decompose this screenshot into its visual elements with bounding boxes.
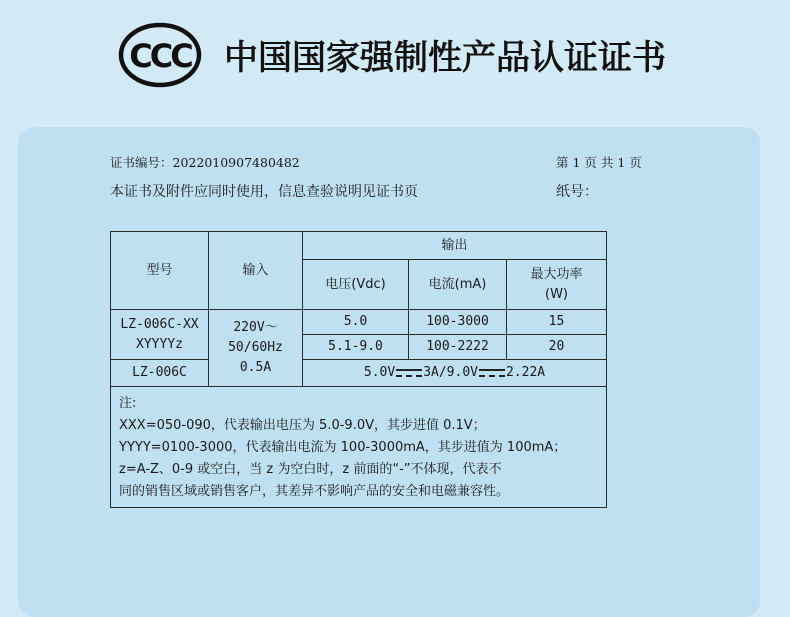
output-part1: 5.0V — [363, 365, 396, 380]
input-line3: 0.5A — [239, 360, 272, 375]
header — [0, 0, 790, 110]
header-voltage: 电压(Vdc) — [303, 260, 409, 310]
dc-symbol-icon — [479, 368, 505, 378]
model-line1: LZ-006C-XX — [120, 316, 199, 332]
header-output: 输出 — [303, 232, 607, 260]
ccc-logo-icon — [118, 22, 202, 88]
input-line1: 220V～ — [233, 320, 278, 335]
voltage-cell: 5.0 — [303, 310, 409, 335]
header-input: 输入 — [209, 232, 303, 310]
header-power: 最大功率(W) — [507, 260, 607, 310]
note-line: YYYY=0100-3000，代表输出电流为 100-3000mA，其步进值为 100mA； — [119, 440, 567, 455]
usage-notice: 本证书及附件应同时使用，信息查验说明见证书页 — [110, 184, 418, 200]
dual-output-spec — [303, 360, 607, 387]
input-spec — [209, 310, 303, 387]
note-line: XXX=050-090，代表输出电压为 5.0-9.0V，其步进值 0.1V； — [119, 418, 486, 433]
power-cell: 20 — [507, 335, 607, 360]
current-cell: 100-3000 — [409, 310, 507, 335]
header-current: 电流(mA) — [409, 260, 507, 310]
model-line2: XYYYYz — [136, 336, 183, 352]
certificate-title: 中国国家强制性产品认证证书 — [224, 38, 666, 78]
note-line: 同的销售区域或销售客户，其差异不影响产品的安全和电磁兼容性。 — [119, 484, 510, 499]
note-line: z=A-Z、0-9 或空白，当 z 为空白时，z 前面的“-”不体现，代表不 — [119, 462, 502, 477]
paper-number-label: 纸号： — [556, 184, 598, 200]
output-part2: 3A/9.0V — [423, 365, 478, 380]
svg-text:CCC: CCC — [129, 37, 191, 75]
output-part3: 2.22A — [505, 365, 546, 380]
input-line2: 50/60Hz — [228, 340, 283, 355]
page-info: 第 1 页 共 1 页 — [556, 155, 642, 170]
power-cell: 15 — [507, 310, 607, 335]
model-lz-006c-xx — [111, 310, 209, 360]
notes-section — [111, 387, 607, 508]
spec-table — [110, 231, 607, 508]
dc-symbol-icon — [396, 368, 422, 378]
notes-title: 注: — [119, 396, 137, 411]
cert-no-value: 2022010907480482 — [172, 155, 300, 170]
certificate-number — [110, 153, 300, 171]
cert-no-label: 证书编号： — [110, 155, 173, 170]
header-model: 型号 — [111, 232, 209, 310]
model-lz-006c: LZ-006C — [111, 360, 209, 387]
voltage-cell: 5.1-9.0 — [303, 335, 409, 360]
current-cell: 100-2222 — [409, 335, 507, 360]
